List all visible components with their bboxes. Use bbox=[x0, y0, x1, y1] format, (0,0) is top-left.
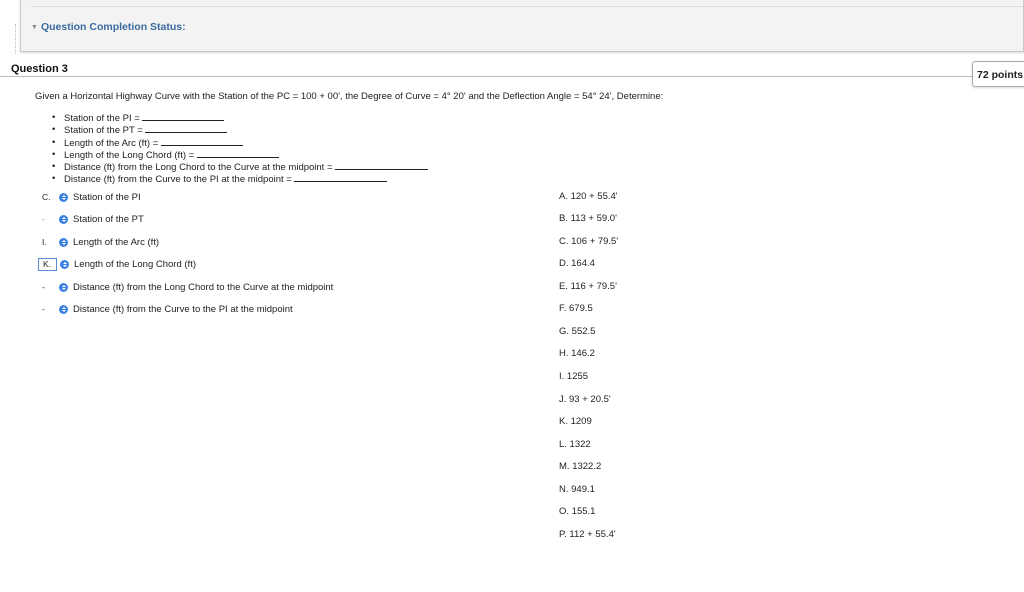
chevron-down-icon: ▼ bbox=[31, 23, 38, 31]
answer-choice: O. 155.1 bbox=[559, 506, 596, 517]
match-label: Length of the Long Chord (ft) bbox=[74, 258, 196, 270]
answer-choice: I. 1255 bbox=[559, 371, 589, 382]
match-label: Distance (ft) from the Curve to the PI at the midpoint bbox=[73, 303, 293, 315]
list-item: • Station of the PI = bbox=[52, 112, 428, 124]
match-label: Station of the PI bbox=[73, 191, 141, 203]
answer-select[interactable]: C. bbox=[42, 192, 51, 202]
answer-select[interactable]: - bbox=[42, 304, 45, 314]
select-spinner-icon[interactable] bbox=[59, 193, 68, 202]
match-label: Distance (ft) from the Long Chord to the Curve at the midpoint bbox=[73, 281, 334, 293]
answer-choice: C. 106 + 79.5' bbox=[559, 236, 619, 247]
question-divider bbox=[0, 76, 972, 77]
select-spinner-icon[interactable] bbox=[59, 283, 68, 292]
answer-choice: H. 146.2 bbox=[559, 348, 595, 359]
answer-choice: A. 120 + 55.4' bbox=[559, 191, 618, 202]
answer-choice: B. 113 + 59.0' bbox=[559, 213, 617, 224]
answer-select[interactable]: - bbox=[42, 214, 45, 224]
panel-drag-handle bbox=[15, 24, 19, 54]
answer-choice: N. 949.1 bbox=[559, 484, 595, 495]
select-spinner-icon[interactable] bbox=[59, 238, 68, 247]
answer-select[interactable]: K. bbox=[38, 258, 57, 271]
question-bullet-list bbox=[52, 112, 428, 186]
match-row-arc-length bbox=[38, 235, 159, 249]
list-item: • Length of the Long Chord (ft) = bbox=[52, 149, 428, 161]
match-row-station-pt bbox=[38, 212, 144, 226]
answer-choice: F. 679.5 bbox=[559, 303, 593, 314]
answer-choice: P. 112 + 55.4' bbox=[559, 529, 616, 540]
points-badge: 72 points bbox=[972, 61, 1024, 87]
question-title: Question 3 bbox=[11, 63, 68, 75]
list-item: • Distance (ft) from the Curve to the PI at the midpoint = bbox=[52, 173, 428, 185]
list-item: • Station of the PT = bbox=[52, 124, 428, 136]
select-spinner-icon[interactable] bbox=[59, 215, 68, 224]
match-row-station-pi bbox=[38, 190, 141, 204]
answer-choice: L. 1322 bbox=[559, 439, 591, 450]
answer-choice: K. 1209 bbox=[559, 416, 592, 427]
match-row-middle-ordinate bbox=[38, 280, 333, 294]
panel-divider bbox=[31, 6, 1023, 7]
list-item: • Length of the Arc (ft) = bbox=[52, 137, 428, 149]
match-row-external-distance bbox=[38, 302, 293, 316]
list-item: • Distance (ft) from the Long Chord to the Curve at the midpoint = bbox=[52, 161, 428, 173]
match-label: Station of the PT bbox=[73, 213, 144, 225]
question-completion-status-toggle[interactable] bbox=[31, 21, 186, 33]
answer-choice: G. 552.5 bbox=[559, 326, 596, 337]
match-row-long-chord bbox=[38, 257, 196, 271]
select-spinner-icon[interactable] bbox=[60, 260, 69, 269]
answer-choice: E. 116 + 79.5' bbox=[559, 281, 617, 292]
answer-choice: M. 1322.2 bbox=[559, 461, 602, 472]
answer-select[interactable]: I. bbox=[42, 237, 47, 247]
answer-select[interactable]: - bbox=[42, 282, 45, 292]
question-completion-status-label: Question Completion Status: bbox=[40, 21, 186, 33]
select-spinner-icon[interactable] bbox=[59, 305, 68, 314]
question-status-panel bbox=[20, 0, 1024, 52]
question-prompt: Given a Horizontal Highway Curve with the Station of the PC = 100 + 00', the Degree of Curve = 4° 20' and the Deflection Angle = 54° 24', Determine: bbox=[35, 91, 664, 102]
match-label: Length of the Arc (ft) bbox=[73, 236, 160, 248]
answer-choice: D. 164.4 bbox=[559, 258, 595, 269]
answer-choice: J. 93 + 20.5' bbox=[559, 394, 611, 405]
